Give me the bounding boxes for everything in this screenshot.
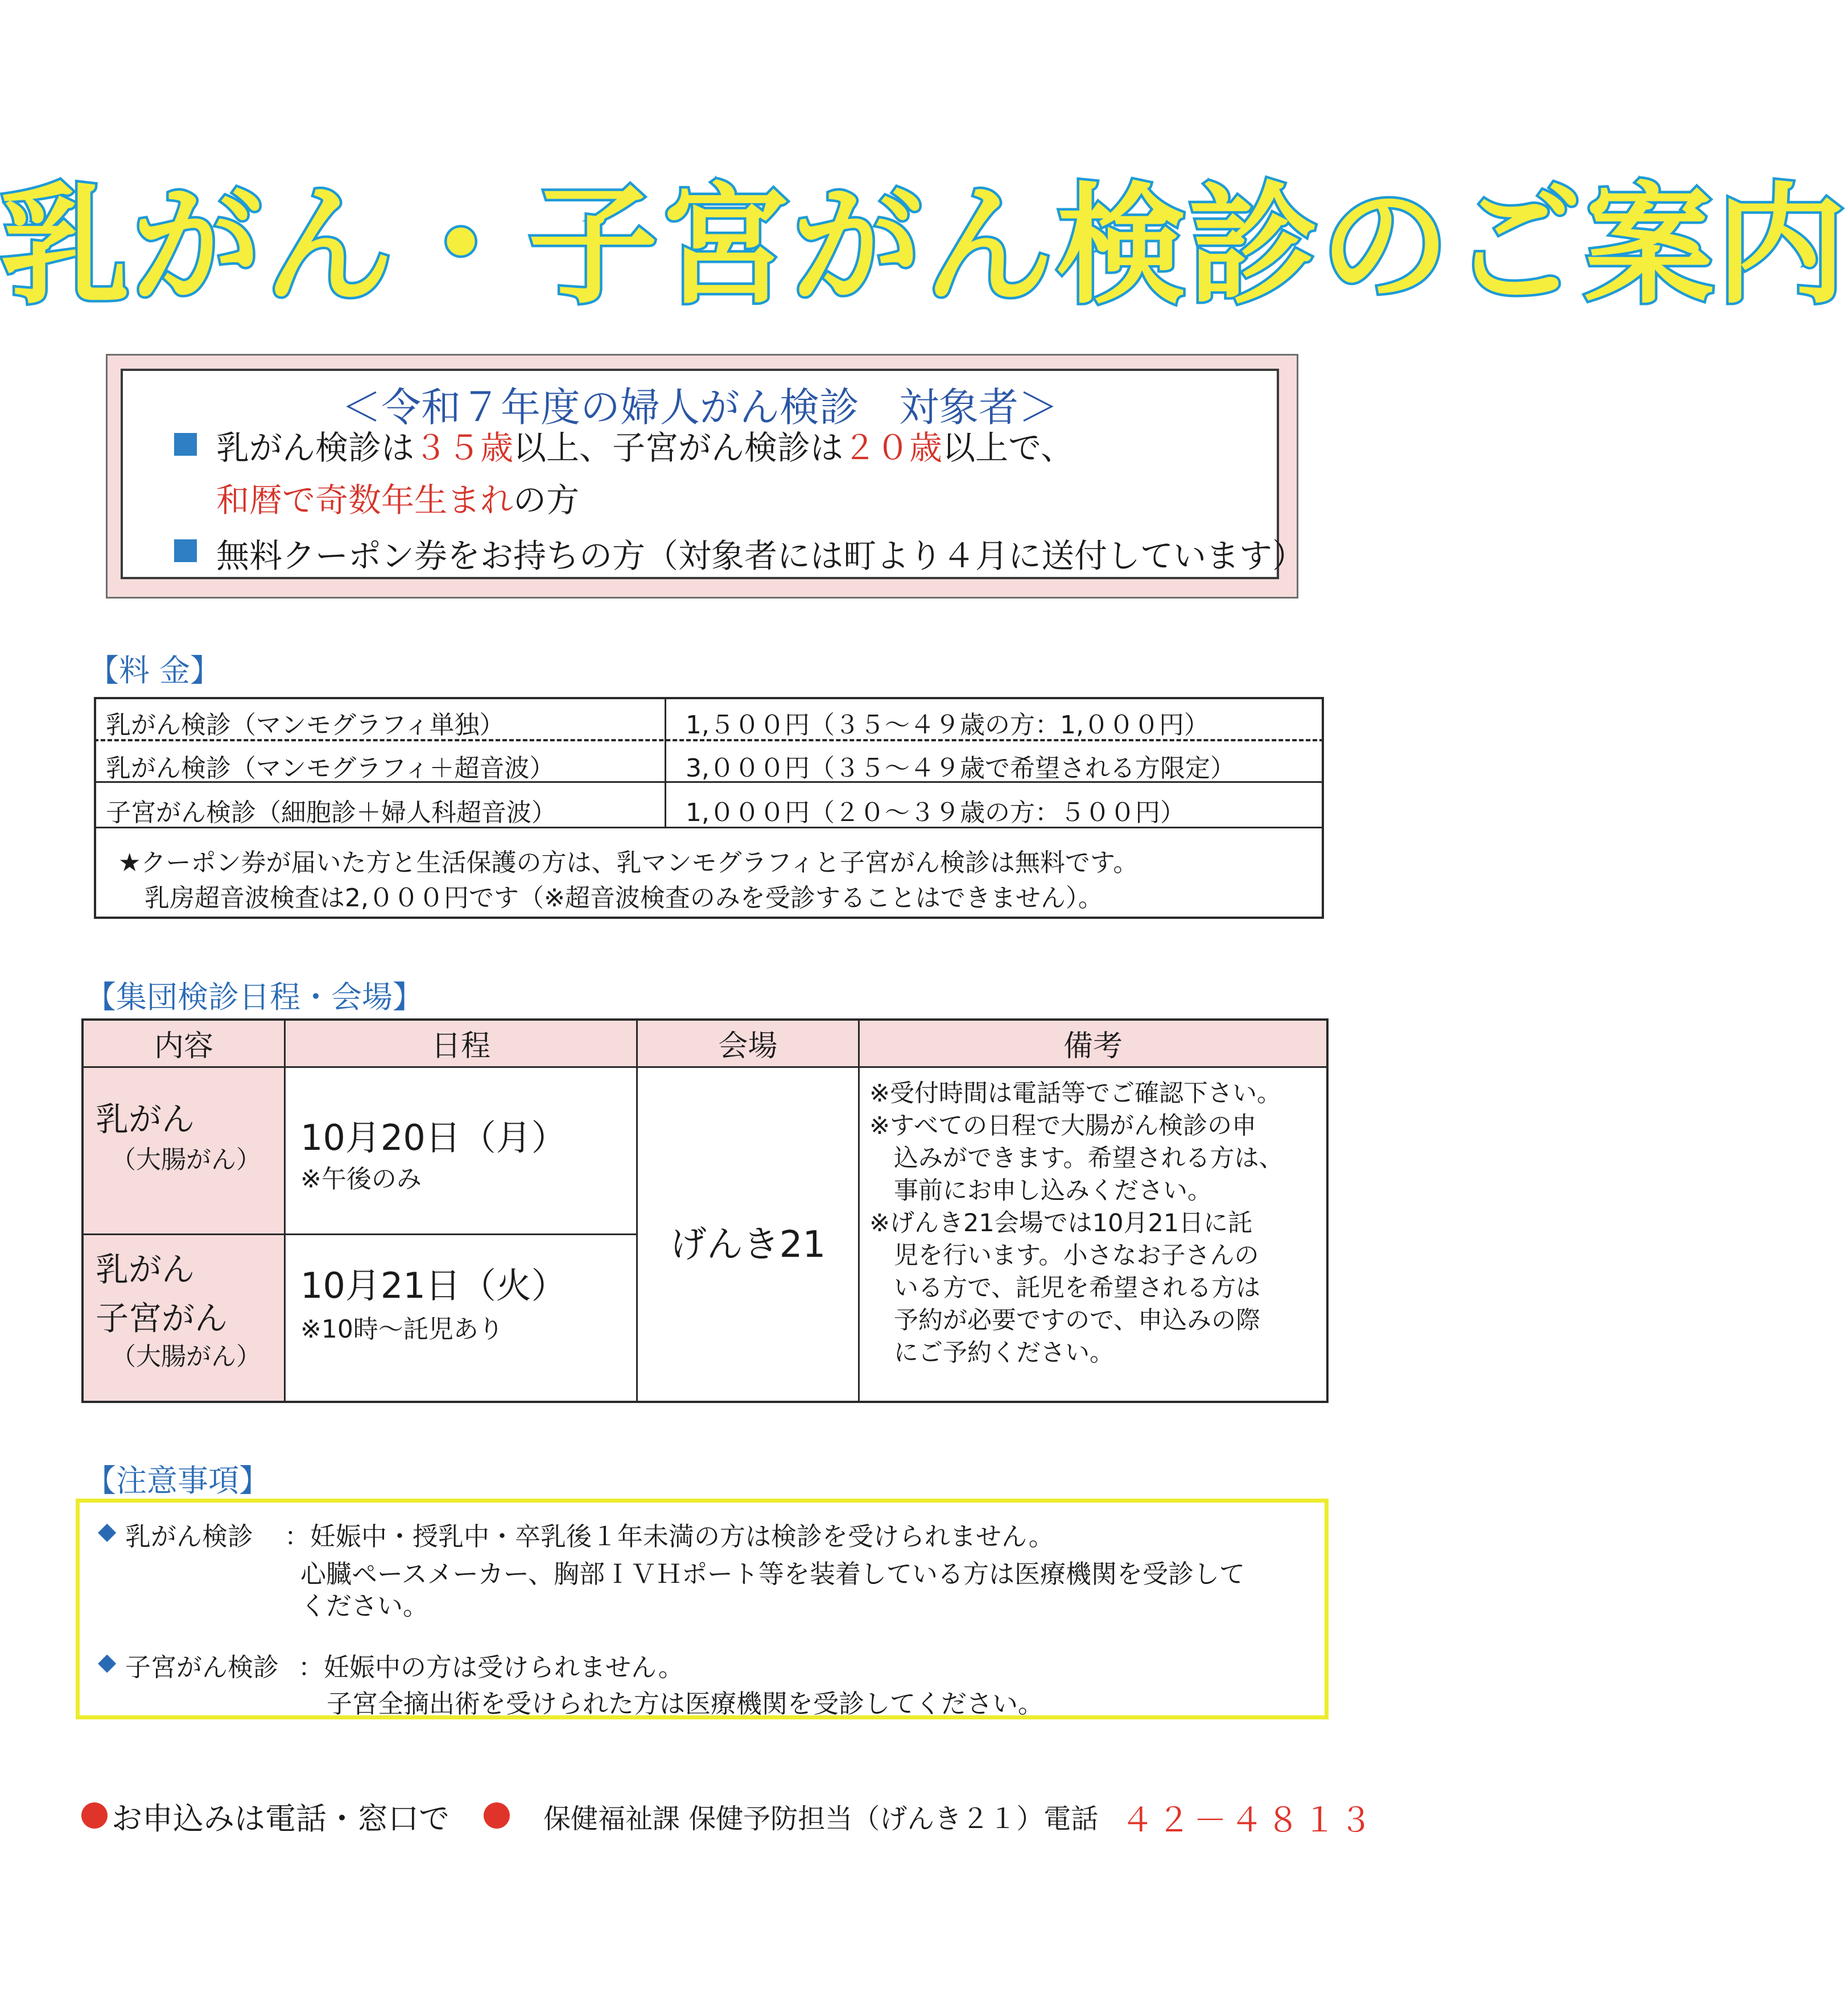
caution-section-header: 【注意事項】	[85, 1463, 270, 1499]
caution-breast-line: ：妊娠中・授乳中・卒乳後１年未満の方は検診を受けられません。	[284, 1521, 1054, 1552]
schedule-col-divider	[284, 1018, 286, 1403]
diamond-bullet-icon: ◆	[98, 1517, 117, 1545]
fee-item: 乳がん検診（マンモグラフィ＋超音波）	[106, 754, 555, 783]
column-header-date: 日程	[431, 1029, 490, 1063]
schedule-row-1-date: 10月20日（月）	[300, 1117, 567, 1158]
target-line-1: 乳がん検診は３５歳以上、子宮がん検診は２０歳以上で、	[216, 428, 1074, 467]
caution-uterus-line: ：妊娠中の方は受けられません。	[298, 1652, 684, 1682]
fee-note: ★クーポン券が届いた方と生活保護の方は、乳マンモグラフィと子宮がん検診は無料です。	[118, 848, 1138, 877]
schedule-row-2-content-sub: （大腸がん）	[111, 1342, 261, 1371]
schedule-remarks	[869, 1078, 1284, 1369]
fee-price: 1,０００円（２０～３９歳の方：５００円）	[686, 798, 1185, 827]
schedule-row-divider	[81, 1233, 637, 1235]
fee-price: 1,５００円（３５～４９歳の方：1,０００円）	[686, 711, 1209, 740]
fee-col-divider	[665, 697, 666, 828]
schedule-row-1-date-note: ※午後のみ	[300, 1165, 422, 1194]
remark-line: ※受付時間は電話等でご確認下さい。	[869, 1079, 1282, 1108]
diamond-bullet-icon: ◆	[98, 1648, 117, 1676]
target-line-2: 和暦で奇数年生まれの方	[216, 481, 580, 519]
square-bullet-icon	[174, 539, 197, 562]
column-header-remarks: 備考	[1063, 1029, 1123, 1063]
remark-line: 児を行います。小さなお子さんの	[869, 1241, 1259, 1270]
caution-uterus-line: 子宮全摘出術を受けられた方は医療機関を受診してください。	[327, 1689, 1044, 1719]
schedule-row-1-content-sub: （大腸がん）	[111, 1145, 261, 1174]
remark-line: にご予約ください。	[869, 1339, 1114, 1367]
schedule-row-2-date-note: ※10時～託児あり	[300, 1315, 504, 1344]
remark-line: ※げんき21会場では10月21日に託	[869, 1209, 1253, 1237]
schedule-row-2-content-2: 子宮がん	[96, 1299, 228, 1338]
schedule-row-2-date: 10月21日（火）	[300, 1265, 567, 1306]
venue-name: げんき21	[670, 1224, 826, 1266]
fee-section-header: 【料 金】	[88, 653, 221, 688]
schedule-section-header: 【集団検診日程・会場】	[85, 979, 423, 1015]
page-title: 乳がん・子宮がん検診のご案内	[0, 170, 1848, 321]
fee-item: 乳がん検診（マンモグラフィ単独）	[106, 711, 505, 740]
red-dot-icon	[484, 1802, 510, 1829]
square-bullet-icon	[174, 433, 197, 456]
caution-breast-line: ください。	[300, 1591, 429, 1621]
caution-breast-label: 乳がん検診	[125, 1521, 254, 1552]
remark-line: 込みができます。希望される方は、	[869, 1144, 1284, 1173]
department-text: 保健福祉課 保健予防担当（げんき２１）電話	[543, 1803, 1099, 1835]
column-header-content: 内容	[154, 1029, 213, 1063]
caution-uterus-label: 子宮がん検診	[125, 1652, 279, 1682]
remark-line: 事前にお申し込みください。	[869, 1177, 1212, 1205]
schedule-col-divider	[858, 1018, 860, 1403]
caution-breast-line: 心臓ペースメーカー、胸部ＩＶＨポート等を装着している方は医療機関を受診して	[300, 1559, 1245, 1589]
column-header-venue: 会場	[718, 1029, 778, 1063]
apply-text: お申込みは電話・窓口で	[112, 1801, 449, 1837]
fee-note: 乳房超音波検査は2,０００円です（※超音波検査のみを受診することはできません）。	[145, 884, 1103, 913]
target-line-3: 無料クーポン券をお持ちの方（対象者には町より４月に送付しています）	[216, 537, 1306, 575]
remark-line: 予約が必要ですので、申込みの際	[869, 1306, 1261, 1335]
schedule-row-divider	[81, 1066, 1329, 1068]
schedule-row-2-content: 乳がん	[96, 1250, 195, 1289]
schedule-col-divider	[636, 1018, 638, 1403]
fee-item: 子宮がん検診（細胞診＋婦人科超音波）	[106, 798, 556, 827]
remark-line: ※すべての日程で大腸がん検診の申	[869, 1112, 1257, 1140]
target-heading: ＜令和７年度の婦人がん検診 対象者＞	[341, 384, 1058, 431]
phone-number: ４２－４８１３	[1121, 1801, 1376, 1839]
red-dot-icon	[81, 1802, 108, 1829]
fee-price: 3,０００円（３５～４９歳で希望される方限定）	[686, 754, 1235, 783]
remark-line: いる方で、託児を希望される方は	[869, 1274, 1261, 1302]
schedule-row-1-content: 乳がん	[96, 1100, 195, 1138]
